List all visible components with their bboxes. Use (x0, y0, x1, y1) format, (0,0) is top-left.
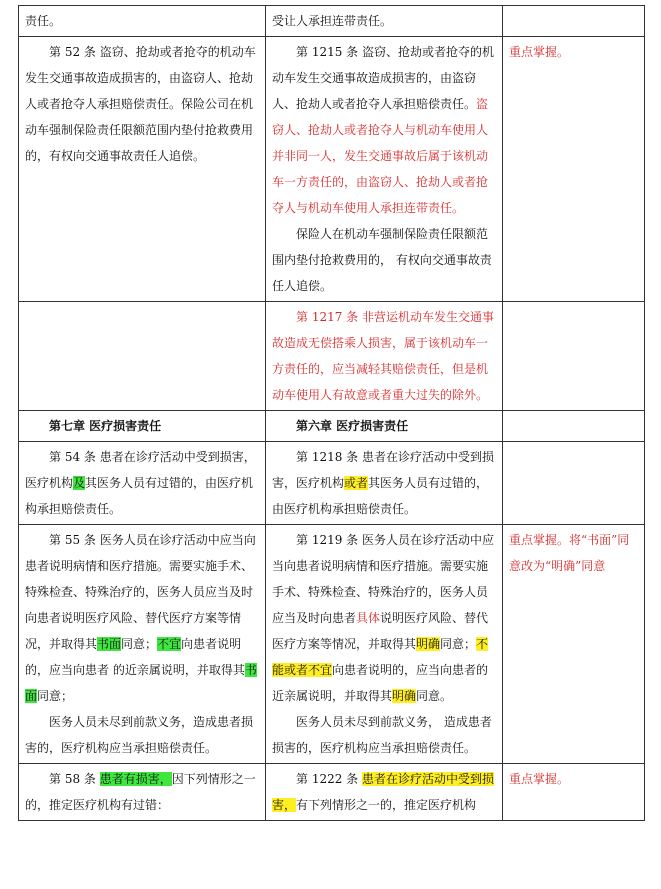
unchanged-text: 第 1215 条 盗窃、抢劫或者抢夺的机动车发生交通事故造成损害的，由盗窃人、抢劫人或者抢夺人承担赔偿责任。 (272, 45, 494, 111)
text: 第 1218 条 患者在诊疗活动中受到损害，医疗机构 (272, 450, 494, 490)
note-cell (503, 442, 645, 525)
note-text: 重点掌握。将“书面”同意改为“明确”同意 (509, 533, 630, 573)
text: 向患者说明的，应当向患者 的近亲属说明，并取得其 (25, 637, 245, 677)
new-chapter-title: 第六章 医疗损害责任 (296, 419, 409, 433)
old-law-text: 责任。 (25, 14, 62, 28)
highlighted-text: 不宜 (157, 637, 182, 651)
note-cell (503, 6, 645, 37)
old-chapter-title: 第七章 医疗损害责任 (49, 419, 162, 433)
new-article-1217: 第 1217 条 非营运机动车发生交通事故造成无偿搭乘人损害，属于该机动车一方责任的，应当减轻其赔偿责任，但是机动车使用人有故意或者重大过失的除外。 (272, 310, 494, 402)
old-law-cell (19, 525, 266, 764)
highlighted-text: 及 (73, 476, 86, 490)
text: 第 1222 条 (296, 772, 362, 786)
new-law-cell (266, 525, 503, 764)
new-article-1219-para1 (272, 527, 496, 709)
new-law-text: 受让人承担连带责任。 (272, 14, 393, 28)
table-row (19, 442, 645, 525)
old-article-54 (25, 444, 259, 522)
new-law-cell (266, 764, 503, 821)
old-chapter-cell (19, 411, 266, 442)
table-row (19, 764, 645, 821)
text: 向患者说明的，应当向患者的近亲属说明，并取得其 (272, 663, 489, 703)
new-chapter-cell (266, 411, 503, 442)
note-text: 重点掌握。 (509, 45, 570, 59)
text: 其医务人员有过错的，由医疗机构承担赔偿责任。 (272, 476, 489, 516)
new-article-1222 (272, 766, 496, 818)
highlighted-text: 明确 (416, 637, 441, 651)
text: 第 55 条 医务人员在诊疗活动中应当向患者说明病情和医疗措施。需要实施手术、特殊检查、特殊治疗的，医务人员应当及时向患者说明医疗风险、替代医疗方案等情况，并取得其 (25, 533, 256, 651)
old-law-cell (19, 6, 266, 37)
new-article-1219-para2: 医务人员未尽到前款义务， 造成患者损害的，医疗机构应当承担赔偿责任。 (272, 715, 492, 755)
highlighted-text: 明确 (392, 689, 417, 703)
text: 说明医疗风险、替代医疗方案等情况，并取得其 (272, 611, 489, 651)
note-text: 重点掌握。 (509, 772, 570, 786)
table-row (19, 37, 645, 302)
highlighted-text: 或者 (344, 476, 369, 490)
new-article-1215-para1 (272, 39, 496, 221)
highlighted-text: 患者有损害， (99, 772, 172, 786)
old-article-58 (25, 766, 259, 818)
highlighted-text: 书面 (25, 663, 257, 703)
new-law-cell (266, 302, 503, 411)
old-law-cell (19, 764, 266, 821)
highlighted-text: 书面 (97, 637, 122, 651)
text: 第 1219 条 医务人员在诊疗活动中应当向患者说明病情和医疗措施。需要实施手术、特殊检查、特殊治疗的，医务人员应当及时向患者 (272, 533, 494, 625)
old-article-52: 第 52 条 盗窃、抢劫或者抢夺的机动车发生交通事故造成损害的，由盗窃人、抢劫人或者抢夺人承担赔偿责任。保险公司在机动车强制保险责任限额范围内垫付抢救费用的，有权向交通事故责任人追偿。 (25, 45, 256, 163)
highlighted-text: 不能或者不宜 (272, 637, 489, 677)
chapter-row (19, 411, 645, 442)
comparison-table (18, 5, 645, 821)
added-text: 盗窃人、抢劫人或者抢夺人与机动车使用人并非同一人，发生交通事故后属于该机动车一方责任的，由盗窃人、抢劫人或者抢夺人与机动车使用人承担连带责任。 (272, 97, 489, 215)
old-article-55-para1 (25, 527, 259, 709)
new-law-cell (266, 37, 503, 302)
text: 其医务人员有过错的，由医疗机构承担赔偿责任。 (25, 476, 254, 516)
text: 同意。 (416, 689, 453, 703)
text: 第 54 条 患者在诊疗活动中受到损害，医疗机构 (25, 450, 256, 490)
new-article-1218 (272, 444, 496, 522)
text: 同意； (37, 689, 74, 703)
old-law-cell (19, 442, 266, 525)
note-cell (503, 302, 645, 411)
old-law-cell (19, 302, 266, 411)
new-article-1215-para2: 保险人在机动车强制保险责任限额范围内垫付抢救费用的， 有权向交通事故责任人追偿。 (272, 227, 492, 293)
text: 因下列情形之一的，推定医疗机构有过错： (25, 772, 256, 812)
old-law-cell (19, 37, 266, 302)
text: 有下列情形之一的，推定医疗机构 (296, 798, 477, 812)
old-article-55-para2: 医务人员未尽到前款义务，造成患者损害的，医疗机构应当承担赔偿责任。 (25, 715, 254, 755)
note-cell (503, 37, 645, 302)
note-cell (503, 411, 645, 442)
new-law-cell (266, 442, 503, 525)
new-law-cell (266, 6, 503, 37)
table-row (19, 302, 645, 411)
text: 同意； (121, 637, 158, 651)
note-cell (503, 525, 645, 764)
note-cell (503, 764, 645, 821)
table-row (19, 6, 645, 37)
text: 同意； (440, 637, 477, 651)
added-text: 具体 (356, 611, 381, 625)
text: 第 58 条 (49, 772, 100, 786)
highlighted-text: 患者在诊疗活动中受到损害， (272, 772, 494, 812)
table-row (19, 525, 645, 764)
